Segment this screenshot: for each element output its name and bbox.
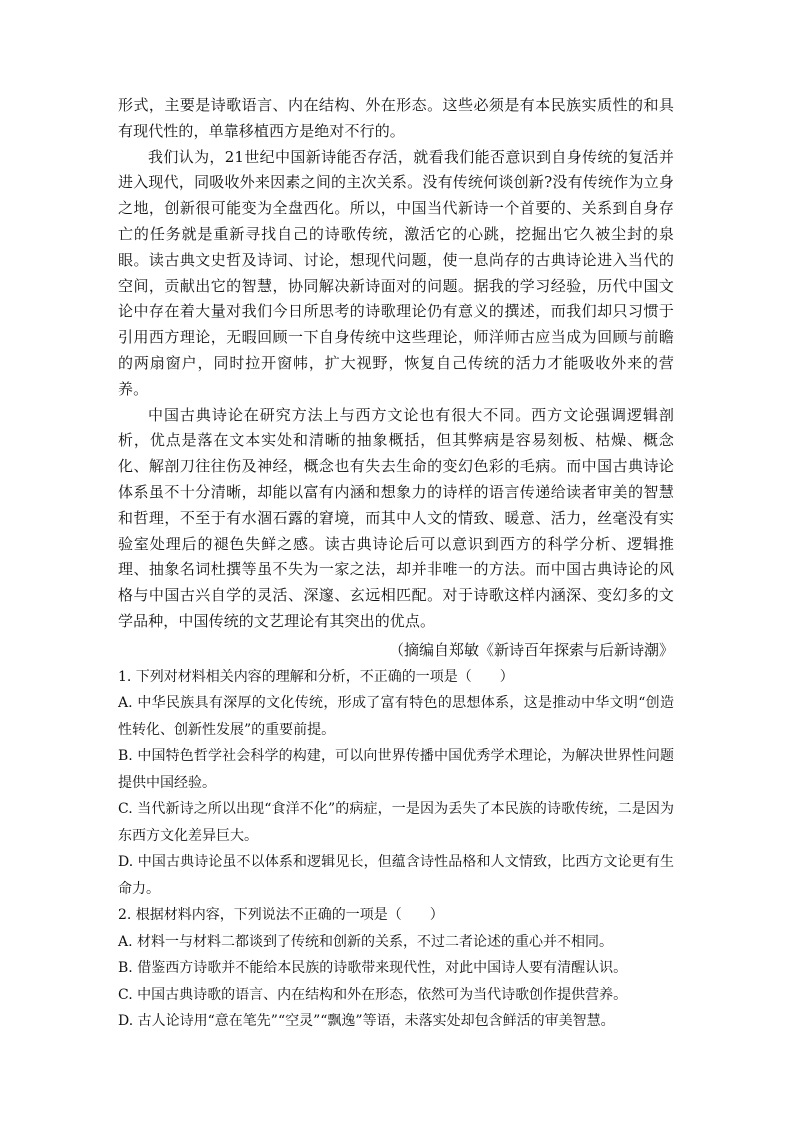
question-1-option-a: A. 中华民族具有深厚的文化传统，形成了富有特色的思想体系，这是推动中华文明“创造性转化、创新性发展”的重要前提。 [118, 695, 674, 738]
question-1-option-d: D. 中国古典诗论虽不以体系和逻辑见长，但蕴含诗性品格和人文情致，比西方文论更有生命力。 [118, 854, 674, 897]
article-paragraph-3: 中国古典诗论在研究方法上与西方文论也有很大不同。西方文论强调逻辑剖析，优点是落在文本实处和清晰的抽象概括，但其弊病是容易刻板、枯燥、概念化、解剖刀往往伤及神经，概念也有失去生命的变幻色彩的毛病。而中国古典诗论体系虽不十分清晰，却能以富有内涵和想象力的诗样的语言传递给读者审美的智慧和哲理，不至于有水涸石露的窘境，而其中人文的情致、暖意、活力，丝毫没有实验室处理后的褪色失鲜之感。读古典诗论后可以意识到西方的科学分析、逻辑推理、抽象名词杜撰等虽不失为一家之法，却并非唯一的方法。而中国古典诗论的风格与中国古兴自学的灵活、深邃、玄远相匹配。对于诗歌这样内涵深、变幻多的文学品种，中国传统的文艺理论有其突出的优点。 [118, 405, 674, 630]
question-2-option-c: C. 中国古典诗歌的语言、内在结构和外在形态，依然可为当代诗歌创作提供营养。 [118, 986, 628, 1003]
question-2 [118, 902, 674, 1035]
question-2-stem: 2. 根据材料内容，下列说法不正确的一项是（ ） [118, 907, 444, 924]
question-2-option-d: D. 古人论诗用“意在笔先”“空灵”“飘逸”等语，未落实处却包含鲜活的审美智慧。 [118, 1013, 615, 1030]
question-1 [118, 664, 674, 903]
article-paragraph-2: 我们认为，21世纪中国新诗能否存活，就看我们能否意识到自身传统的复活并进入现代，同吸收外来因素之间的主次关系。没有传统何谈创新?没有传统作为立身之地，创新很可能变为全盘西化。所以，中国当代新诗一个首要的、关系到自身存亡的任务就是重新寻找自己的诗歌传统，激活它的心跳，挖掘出它久被尘封的泉眼。读古典文史哲及诗词、讨论，想现代问题，使一息尚存的古典诗论进入当代的空间，贡献出它的智慧，协同解决新诗面对的问题。据我的学习经验，历代中国文论中存在着大量对我们今日所思考的诗歌理论仍有意义的撰述，而我们却只习惯于引用西方理论，无暇回顾一下自身传统中这些理论，师洋师古应当成为回顾与前瞻的两扇窗户，同时拉开窗帏，扩大视野，恢复自己传统的活力才能吸收外来的营养。 [118, 147, 674, 398]
question-2-option-b: B. 借鉴西方诗歌并不能给本民族的诗歌带来现代性，对此中国诗人要有清醒认识。 [118, 960, 628, 977]
question-1-option-c: C. 当代新诗之所以出现“食洋不化”的病症，一是因为丢失了本民族的诗歌传统，二是因为东西方文化差异巨大。 [118, 801, 674, 844]
article-source: （摘编自郑敏《新诗百年探索与后新诗潮》 [388, 640, 674, 659]
document-page [118, 93, 674, 1035]
question-1-stem: 1. 下列对材料相关内容的理解和分析，不正确的一项是（ ） [118, 668, 514, 685]
article-paragraph-1: 形式，主要是诗歌语言、内在结构、外在形态。这些必须是有本民族实质性的和具有现代性的，单靠移植西方是绝对不行的。 [118, 96, 674, 140]
question-1-option-b: B. 中国特色哲学社会科学的构建，可以向世界传播中国优秀学术理论，为解决世界性问题提供中国经验。 [118, 748, 674, 791]
question-2-option-a: A. 材料一与材料二都谈到了传统和创新的关系，不过二者论述的重心并不相同。 [118, 933, 614, 950]
